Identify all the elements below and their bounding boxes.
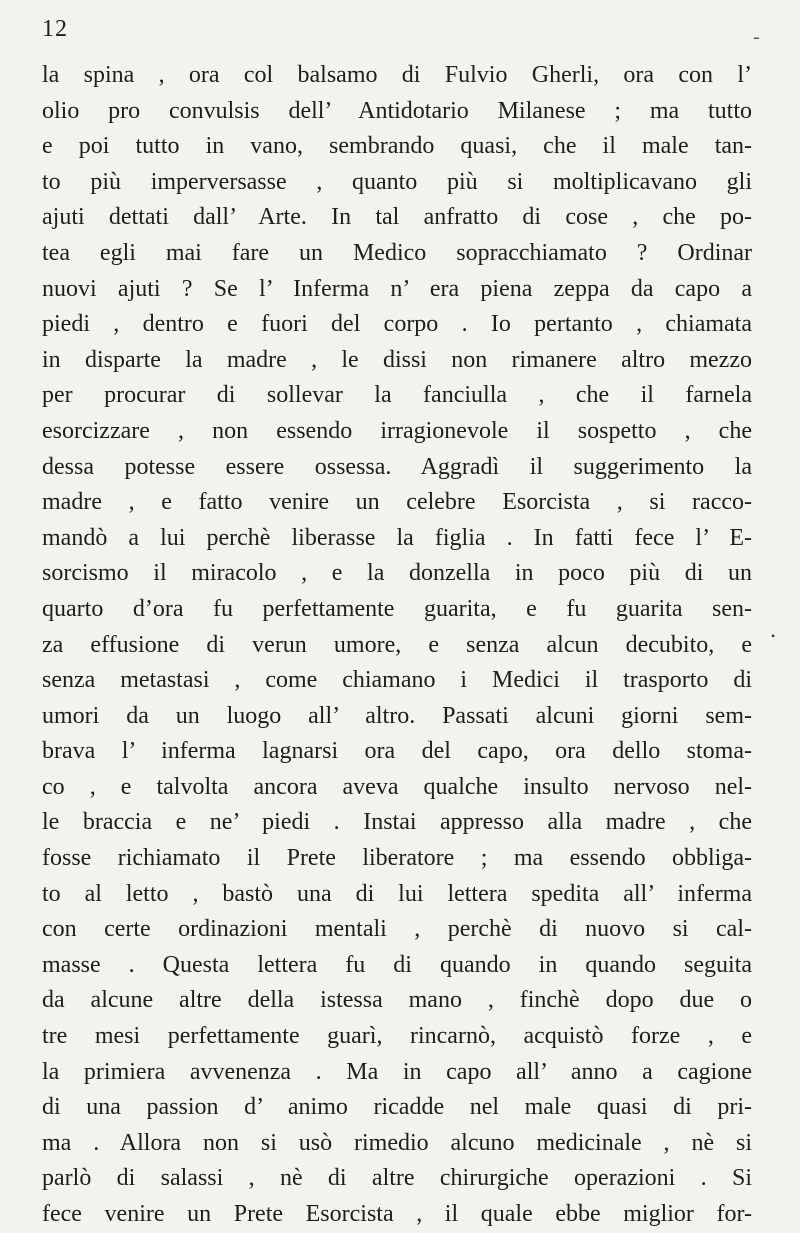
text-line: e poi tutto in vano, sembrando quasi, che il male tan- (42, 133, 752, 160)
page-number: 12 (42, 16, 68, 42)
text-line: per procurar di sollevar la fanciulla , che il farnela (42, 382, 752, 409)
margin-mark: • (771, 629, 776, 643)
text-line: ajuti dettati dall’ Arte. In tal anfratto di cose , che po- (42, 204, 752, 231)
text-line: za effusione di verun umore, e senza alcun decubito, e (42, 631, 752, 658)
text-line: con certe ordinazioni mentali , perchè di nuovo si cal- (42, 916, 752, 943)
text-line: olio pro convulsis dell’ Antidotario Milanese ; ma tutto (42, 97, 752, 124)
text-line: senza metastasi , come chiamano i Medici il trasporto di (42, 667, 752, 694)
text-line: fece venire un Prete Esorcista , il quale ebbe miglior for- (42, 1201, 752, 1227)
text-line: sorcismo il miracolo , e la donzella in poco più di un (42, 560, 752, 587)
text-line: quarto d’ora fu perfettamente guarita, e fu guarita sen- (42, 595, 752, 622)
text-line: esorcizzare , non essendo irragionevole il sospetto , che (42, 417, 752, 444)
text-line: in disparte la madre , le dissi non rimanere altro mezzo (42, 346, 752, 373)
text-line: tea egli mai fare un Medico sopracchiamato ? Ordinar (42, 239, 752, 266)
text-line: tre mesi perfettamente guarì, rincarnò, acquistò forze , e (42, 1023, 752, 1050)
body-text (42, 58, 752, 1233)
text-line: la primiera avvenenza . Ma in capo all’ anno a cagione (42, 1058, 752, 1085)
text-line: co , e talvolta ancora aveva qualche insulto nervoso nel- (42, 773, 752, 800)
text-line: parlò di salassi , nè di altre chirurgiche operazioni . Si (42, 1165, 752, 1192)
text-line: masse . Questa lettera fu di quando in quando seguita (42, 951, 752, 978)
text-line: di una passion d’ animo ricadde nel male quasi di pri- (42, 1094, 752, 1121)
text-line: ma . Allora non si usò rimedio alcuno medicinale , nè si (42, 1129, 752, 1156)
text-line: brava l’ inferma lagnarsi ora del capo, ora dello stoma- (42, 738, 752, 765)
corner-mark: - (753, 26, 760, 48)
text-line: to più imperversasse , quanto più si moltiplicavano gli (42, 168, 752, 195)
text-line: umori da un luogo all’ altro. Passati alcuni giorni sem- (42, 702, 752, 729)
text-line: madre , e fatto venire un celebre Esorcista , si racco- (42, 489, 752, 516)
text-line: la spina , ora col balsamo di Fulvio Gherli, ora con l’ (42, 62, 752, 88)
text-line: le braccia e ne’ piedi . Instai appresso alla madre , che (42, 809, 752, 836)
text-line: mandò a lui perchè liberasse la figlia . In fatti fece l’ E- (42, 524, 752, 551)
text-line: nuovi ajuti ? Se l’ Inferma n’ era piena zeppa da capo a (42, 275, 752, 302)
text-line: dessa potesse essere ossessa. Aggradì il suggerimento la (42, 453, 752, 480)
text-line: fosse richiamato il Prete liberatore ; ma essendo obbliga- (42, 845, 752, 872)
text-line: da alcune altre della istessa mano , finchè dopo due o (42, 987, 752, 1014)
text-line: to al letto , bastò una di lui lettera spedita all’ inferma (42, 880, 752, 907)
text-line: piedi , dentro e fuori del corpo . Io pertanto , chiamata (42, 311, 752, 338)
